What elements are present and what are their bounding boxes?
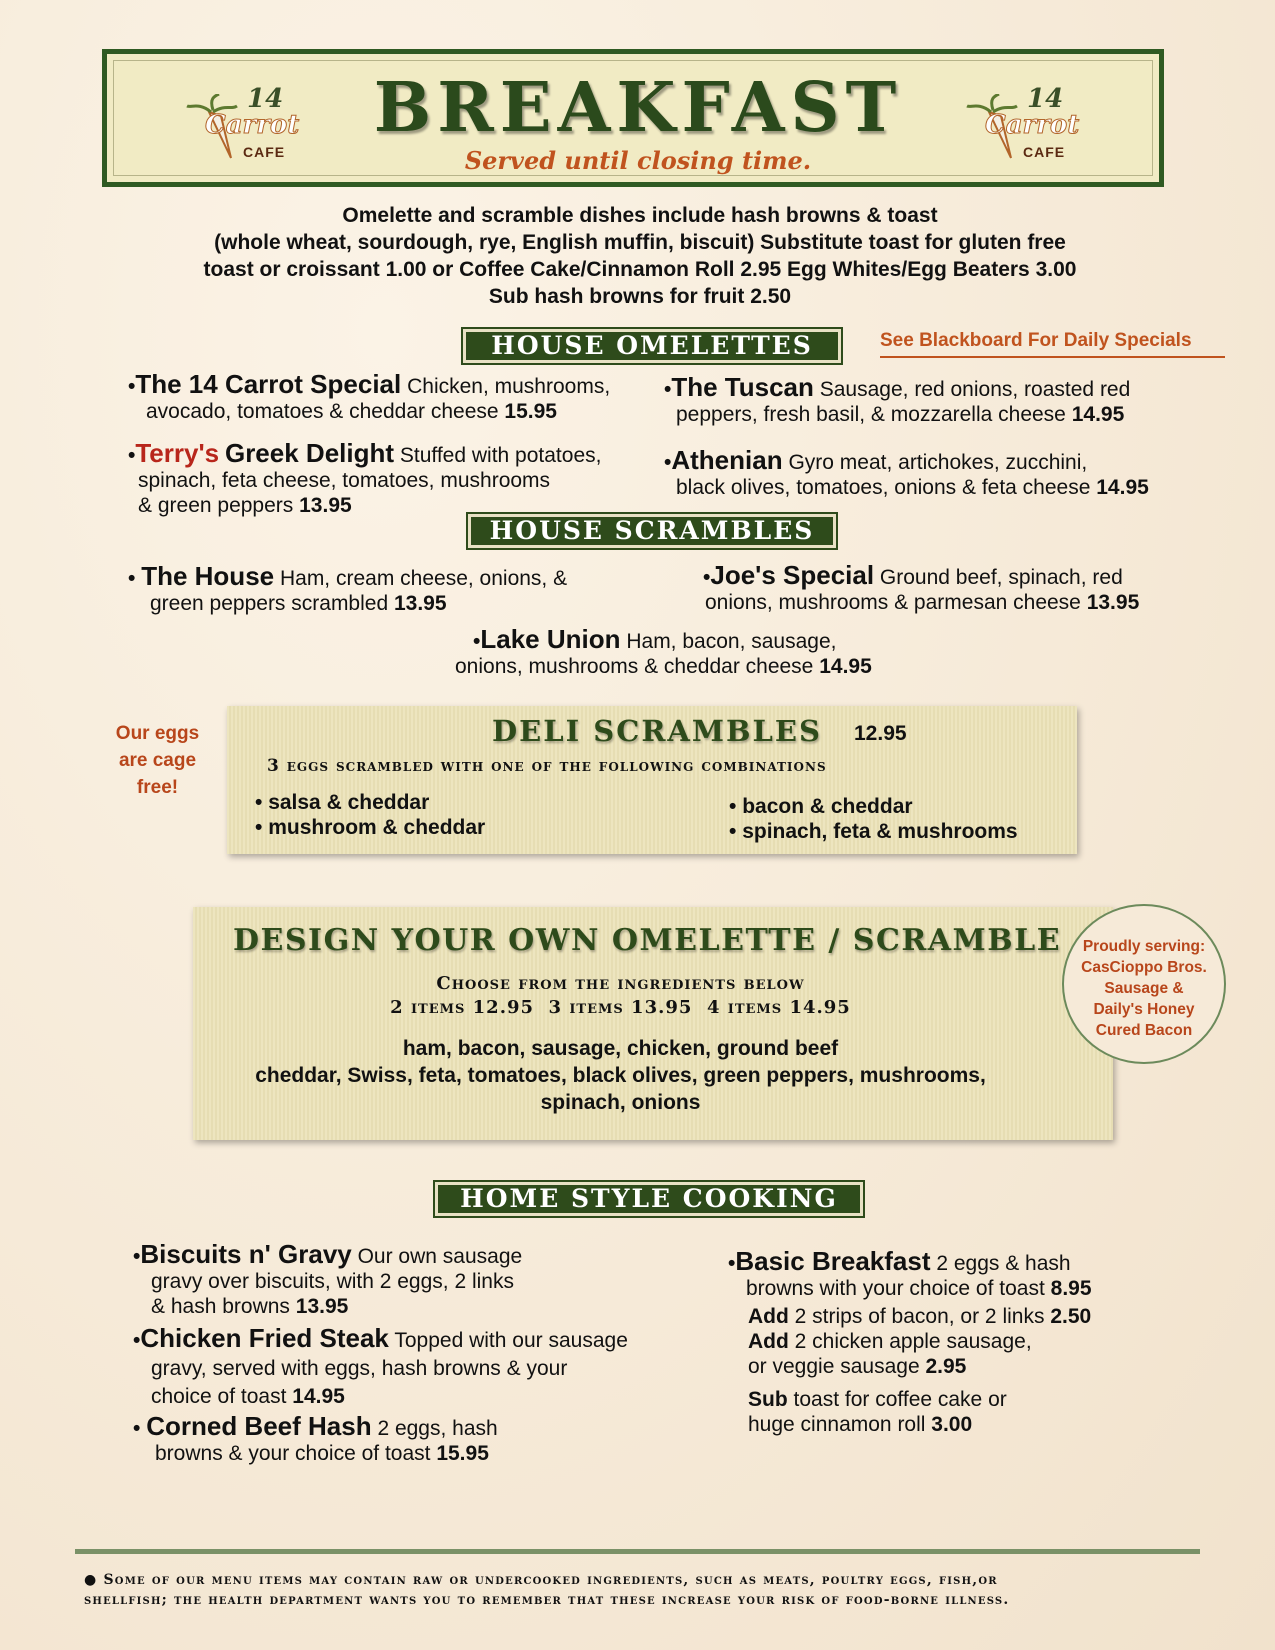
item-desc: Our own sausage: [357, 1245, 523, 1268]
addon-item: Sub toast for coffee cake or huge cinnamon roll 3.00: [748, 1388, 1007, 1436]
deli-option: • salsa & cheddar: [255, 791, 430, 814]
footer-divider: [75, 1549, 1200, 1554]
item-desc: avocado, tomatoes & cheddar cheese: [146, 400, 499, 423]
intro-line: Omelette and scramble dishes include hash browns & toast: [342, 204, 938, 227]
logo-tag: CAFE: [243, 144, 286, 160]
page-subtitle: Served until closing time.: [464, 146, 812, 175]
intro-line: (whole wheat, sourdough, rye, English muffin, biscuit) Substitute toast for gluten free: [214, 231, 1066, 254]
addon-item: Add 2 chicken apple sausage, or veggie sausage 2.95: [748, 1330, 1032, 1378]
item-desc: choice of toast: [151, 1385, 287, 1408]
item-name: Joe's Special: [710, 560, 875, 590]
cafe-logo-left: [185, 84, 325, 174]
item-desc: gravy over biscuits, with 2 eggs, 2 links: [151, 1270, 514, 1293]
item-price: 14.95: [819, 655, 872, 678]
menu-item: • Corned Beef Hash 2 eggs, hash browns & your choice of toast 15.95: [133, 1411, 498, 1465]
item-desc: Sausage, red onions, roasted red: [819, 378, 1131, 401]
proudly-serving-badge: Proudly serving: CasCioppo Bros. Sausage & Daily's Honey Cured Bacon: [1062, 904, 1226, 1064]
deli-option: • bacon & cheddar: [729, 795, 913, 818]
item-desc: Chicken, mushrooms,: [407, 375, 611, 398]
item-desc: 2 eggs & hash: [936, 1252, 1071, 1275]
menu-item: •Biscuits n' Gravy Our own sausage gravy over biscuits, with 2 eggs, 2 links & hash browns 13.95: [133, 1239, 523, 1318]
item-price: 14.95: [1096, 476, 1149, 499]
item-desc: onions, mushrooms & cheddar cheese: [455, 655, 814, 678]
item-desc: Topped with our sausage: [394, 1329, 628, 1352]
deli-options-left: [255, 790, 485, 840]
item-price: 8.95: [1050, 1277, 1092, 1300]
deli-price: 12.95: [854, 722, 907, 745]
deli-option: • spinach, feta & mushrooms: [729, 820, 1018, 843]
specials-note: See Blackboard For Daily Specials: [880, 330, 1225, 358]
item-name: Basic Breakfast: [735, 1246, 931, 1276]
item-price: 13.95: [295, 1295, 349, 1318]
house-omelettes-label: HOUSE OMELETTES: [463, 329, 841, 363]
menu-item: •Chicken Fried Steak Topped with our sausage gravy, served with eggs, hash browns & your choice of toast 14.95: [133, 1323, 628, 1408]
menu-item: •The 14 Carrot Special Chicken, mushrooms, avocado, tomatoes & cheddar cheese 15.95: [128, 369, 611, 423]
design-title: DESIGN YOUR OWN OMELETTE / SCRAMBLE: [233, 923, 1062, 958]
logo-name: Carrot: [985, 110, 1080, 140]
item-desc: onions, mushrooms & parmesan cheese: [705, 591, 1081, 614]
logo-name: Carrot: [205, 110, 300, 140]
item-price: 13.95: [1086, 591, 1140, 614]
design-your-own-panel: [193, 907, 1113, 1140]
item-desc: black olives, tomatoes, onions & feta cheese: [676, 476, 1091, 499]
logo-tag: CAFE: [1023, 144, 1066, 160]
item-desc: peppers, fresh basil, & mozzarella cheese: [676, 403, 1066, 426]
item-price: 14.95: [1071, 403, 1125, 426]
item-price: 13.95: [299, 494, 352, 517]
logo-number: 14: [1027, 84, 1064, 114]
item-name: Biscuits n' Gravy: [140, 1239, 352, 1269]
item-name-highlight: Terry's: [135, 438, 220, 468]
item-name: The House: [141, 561, 275, 591]
item-price: 15.95: [436, 1442, 489, 1465]
item-desc: spinach, feta cheese, tomatoes, mushrooms: [138, 469, 551, 492]
logo-number: 14: [247, 84, 284, 114]
item-price: 14.95: [292, 1385, 345, 1408]
item-price: 13.95: [393, 592, 447, 615]
design-instructions: Choose from the ingredients below: [436, 973, 805, 994]
design-ingredients: ham, bacon, sausage, chicken, ground beef cheddar, Swiss, feta, tomatoes, black olives, green peppers, mushrooms, spinach, onions: [255, 1037, 986, 1114]
intro-text: [120, 202, 1160, 310]
item-name: Corned Beef Hash: [146, 1411, 372, 1441]
menu-item: • The House Ham, cream cheese, onions, & green peppers scrambled 13.95: [128, 561, 568, 615]
home-style-label: HOME STYLE COOKING: [435, 1182, 863, 1216]
intro-line: Sub hash browns for fruit 2.50: [488, 285, 792, 308]
header-banner: [102, 49, 1164, 187]
menu-item: •Joe's Special Ground beef, spinach, red onions, mushrooms & parmesan cheese 13.95: [703, 560, 1140, 614]
item-price: 15.95: [504, 400, 557, 423]
deli-subtitle: 3 eggs scrambled with one of the following combinations: [267, 756, 827, 776]
item-name: The 14 Carrot Special: [135, 369, 402, 399]
item-name: Lake Union: [480, 624, 621, 654]
item-desc: Ground beef, spinach, red: [879, 566, 1123, 589]
health-disclaimer: ● Some of our menu items may contain raw or undercooked ingredients, such as meats, poultry eggs, fish,or shellfish; the health department wants you to remember that these increase your risk of food-borne illness.: [84, 1572, 1010, 1608]
page-title: BREAKFAST: [373, 68, 903, 148]
deli-title: DELI SCRAMBLES: [492, 714, 822, 748]
house-scrambles-label: HOUSE SCRAMBLES: [468, 514, 836, 548]
item-desc: Stuffed with potatoes,: [399, 444, 602, 467]
item-desc: green peppers scrambled: [150, 592, 389, 615]
menu-item: •Athenian Gyro meat, artichokes, zucchini, black olives, tomatoes, onions & feta cheese 14.95: [664, 445, 1149, 499]
addon-list: [748, 1304, 1208, 1437]
item-desc: 2 eggs, hash: [377, 1417, 498, 1440]
item-desc: browns with your choice of toast: [746, 1277, 1045, 1300]
item-desc: Ham, cream cheese, onions, &: [279, 567, 568, 590]
deli-options-right: [729, 794, 1018, 844]
menu-item: •The Tuscan Sausage, red onions, roasted red peppers, fresh basil, & mozzarella cheese 14.95: [664, 372, 1131, 426]
item-desc: Ham, bacon, sausage,: [626, 630, 837, 653]
item-desc: Gyro meat, artichokes, zucchini,: [788, 451, 1088, 474]
deli-option: • mushroom & cheddar: [255, 816, 486, 839]
menu-item: •Basic Breakfast 2 eggs & hash browns with your choice of toast 8.95: [728, 1246, 1092, 1300]
menu-item: •Lake Union Ham, bacon, sausage, onions, mushrooms & cheddar cheese 14.95: [455, 624, 872, 678]
item-desc: & green peppers: [138, 494, 294, 517]
addon-item: Add 2 strips of bacon, or 2 links 2.50: [748, 1305, 1092, 1328]
deli-scrambles-panel: [227, 706, 1077, 854]
design-pricing: 2 items 12.95 3 items 13.95 4 items 14.95: [390, 997, 851, 1018]
item-desc: browns & your choice of toast: [155, 1442, 431, 1465]
item-desc: & hash browns: [151, 1295, 290, 1318]
item-name: Chicken Fried Steak: [140, 1323, 389, 1353]
item-name: Athenian: [671, 445, 783, 475]
intro-line: toast or croissant 1.00 or Coffee Cake/Cinnamon Roll 2.95 Egg Whites/Egg Beaters 3.00: [203, 258, 1077, 281]
item-name: Greek Delight: [224, 438, 395, 468]
item-name: The Tuscan: [671, 372, 814, 402]
cage-free-note: Our eggs are cage free!: [115, 723, 200, 798]
menu-item: •Terry's Greek Delight Stuffed with potatoes, spinach, feta cheese, tomatoes, mushrooms & green peppers 13.95: [128, 438, 602, 517]
cafe-logo-right: [965, 84, 1105, 174]
item-desc: gravy, served with eggs, hash browns & your: [151, 1357, 568, 1380]
